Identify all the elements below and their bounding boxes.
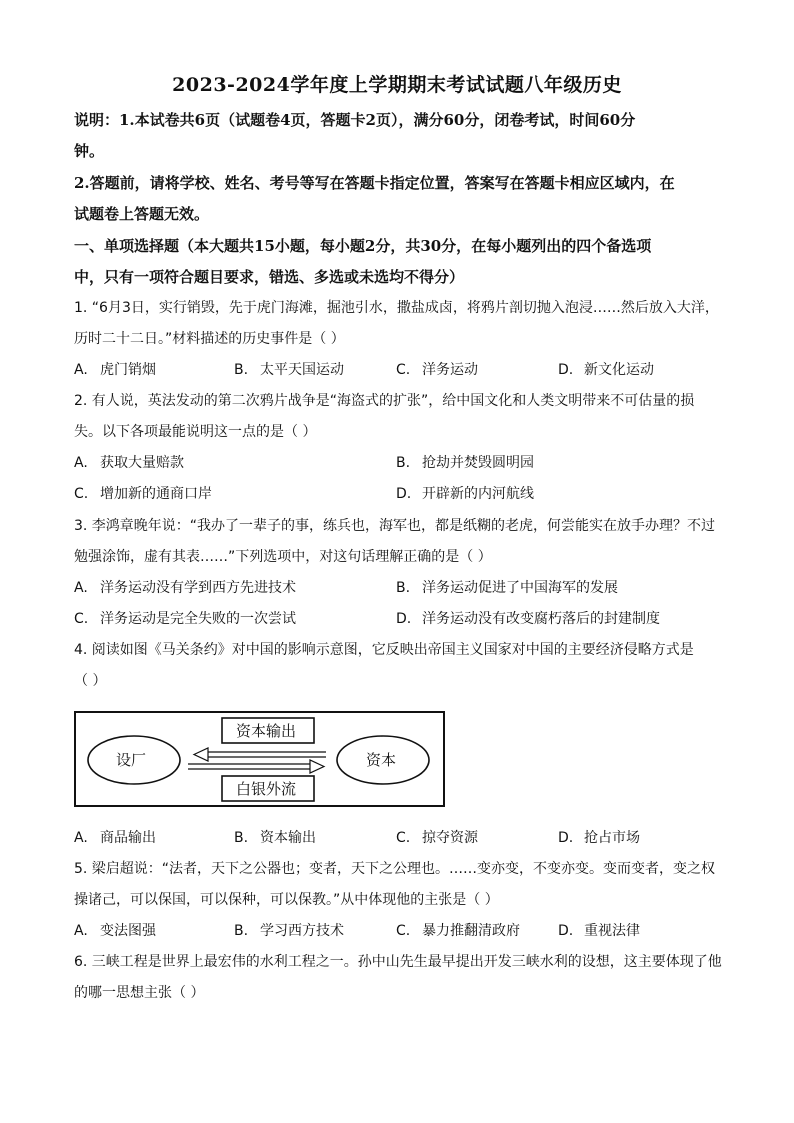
question-6-line-1: 6. 三峡工程是世界上最宏伟的水利工程之一。孙中山先生最早提出开发三峡水利的设想，这主要体现了他: [74, 954, 722, 970]
question-3-line-2: 勉强涂饰，虚有其表……”下列选项中，对这句话理解正确的是（ ）: [74, 549, 492, 565]
question-2-line-1: 2. 有人说，英法发动的第二次鸦片战争是“海盗式的扩张”，给中国文化和人类文明带来不可估量的损: [74, 393, 695, 409]
arrow-right-head: [310, 760, 324, 773]
question-1-option-c[interactable]: C. 洋务运动: [396, 362, 478, 378]
question-1-option-b[interactable]: B. 太平天国运动: [234, 362, 344, 378]
section-heading-line-1: 一、单项选择题（本大题共15小题，每小题2分，共30分，在每小题列出的四个备选项: [74, 237, 652, 255]
diagram-left-node: 设厂: [116, 751, 147, 769]
question-3-option-d[interactable]: D. 洋务运动没有改变腐朽落后的封建制度: [396, 611, 660, 627]
question-2-option-d[interactable]: D. 开辟新的内河航线: [396, 486, 534, 502]
section-heading-line-2: 中，只有一项符合题目要求，错选、多选或未选均不得分）: [74, 268, 465, 286]
diagram-bottom-box-label: 白银外流: [236, 780, 297, 798]
question-3-line-1: 3. 李鸿章晚年说：“我办了一辈子的事，练兵也，海军也，都是纸糊的老虎，何尝能实在放手办理？不过: [74, 518, 716, 534]
arrow-left-head: [194, 748, 208, 761]
question-1-line-2: 历时二十二日。”材料描述的历史事件是（ ）: [74, 331, 345, 347]
question-3-option-a[interactable]: A. 洋务运动没有学到西方先进技术: [74, 580, 296, 596]
notes-line-3: 2.答题前，请将学校、姓名、考号等写在答题卡指定位置，答案写在答题卡相应区域内，在: [74, 174, 675, 192]
question-4-option-d[interactable]: D. 抢占市场: [558, 830, 640, 846]
notes-line-2: 钟。: [74, 142, 105, 160]
page-title: 2023-2024学年度上学期期末考试试题八年级历史: [172, 74, 622, 96]
question-1-line-1: 1. “6月3日，实行销毁，先于虎门海滩，掘池引水，撒盐成卤，将鸦片剖切抛入泡浸……然后放入大洋，: [74, 300, 719, 316]
diagram-right-node: 资本: [366, 751, 397, 769]
question-2-option-c[interactable]: C. 增加新的通商口岸: [74, 486, 212, 502]
question-5-option-d[interactable]: D. 重视法律: [558, 923, 640, 939]
question-2-option-b[interactable]: B. 抢劫并焚毁圆明园: [396, 455, 534, 471]
question-5-option-a[interactable]: A. 变法图强: [74, 923, 156, 939]
question-4-option-b[interactable]: B. 资本输出: [234, 830, 316, 846]
question-1-option-d[interactable]: D. 新文化运动: [558, 362, 654, 378]
question-5-option-b[interactable]: B. 学习西方技术: [234, 923, 344, 939]
question-4-option-c[interactable]: C. 掠夺资源: [396, 830, 478, 846]
question-2-option-a[interactable]: A. 获取大量赔款: [74, 455, 184, 471]
question-5-line-2: 操诸己，可以保国，可以保种，可以保教。”从中体现他的主张是（ ）: [74, 892, 499, 908]
question-1-option-a[interactable]: A. 虎门销烟: [74, 362, 156, 378]
question-2-line-2: 失。以下各项最能说明这一点的是（ ）: [74, 424, 317, 440]
treaty-impact-diagram: [74, 711, 445, 807]
question-4-line-1: 4. 阅读如图《马关条约》对中国的影响示意图，它反映出帝国主义国家对中国的主要经济侵略方式是: [74, 642, 694, 658]
question-3-option-b[interactable]: B. 洋务运动促进了中国海军的发展: [396, 580, 618, 596]
question-5-line-1: 5. 梁启超说：“法者，天下之公器也；变者，天下之公理也。……变亦变，不变亦变。变而变者，变之权: [74, 861, 716, 877]
diagram-top-box-label: 资本输出: [236, 722, 297, 740]
question-3-option-c[interactable]: C. 洋务运动是完全失败的一次尝试: [74, 611, 296, 627]
question-4-option-a[interactable]: A. 商品输出: [74, 830, 156, 846]
question-4-line-2: （ ）: [74, 673, 107, 689]
notes-line-1: 说明：1.本试卷共6页（试题卷4页，答题卡2页），满分60分，闭卷考试，时间60分: [74, 111, 636, 129]
question-6-line-2: 的哪一思想主张（ ）: [74, 985, 205, 1001]
notes-line-4: 试题卷上答题无效。: [74, 205, 210, 223]
question-5-option-c[interactable]: C. 暴力推翻清政府: [396, 923, 520, 939]
